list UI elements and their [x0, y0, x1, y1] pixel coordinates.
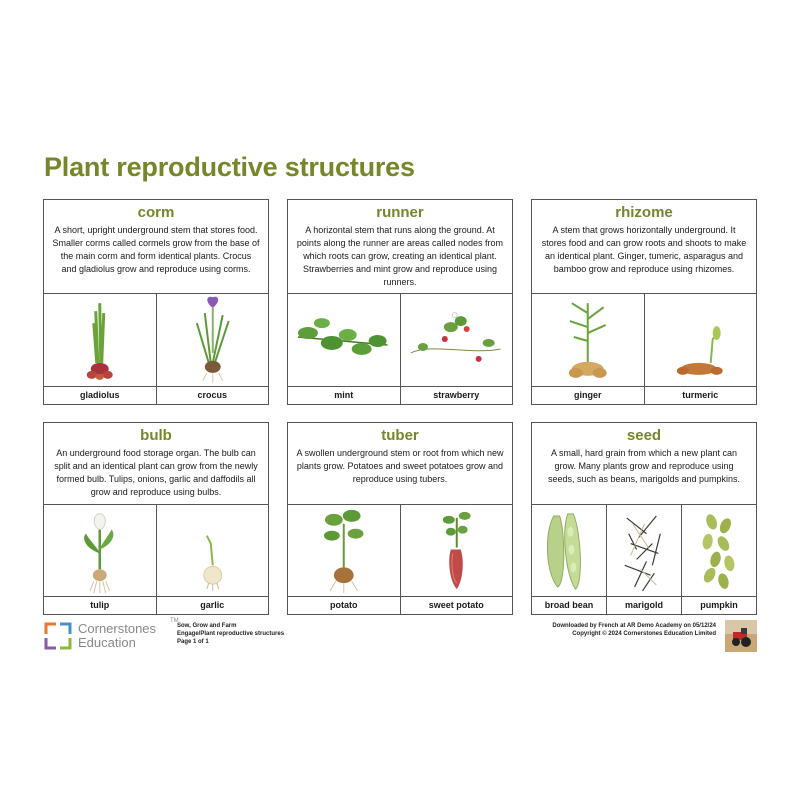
panel-label: gladiolus [44, 386, 156, 404]
card-title: rhizome [615, 204, 673, 221]
panel-label: ginger [532, 386, 644, 404]
sweet-potato-image [401, 504, 513, 597]
turmeric-image [645, 293, 757, 387]
cornerstones-logo-icon [44, 622, 72, 650]
card-description: A swollen underground stem or root from which new plants grow. Potatoes and sweet potatoes grow and reproduce using tubers. [296, 448, 504, 484]
card-description: A horizontal stem that runs along the ground. At points along the runner are areas called nodes from which roots can grow, creating an identical plant. Strawberries and mint grow and reproduce using runners. [296, 225, 504, 287]
panel-pumpkin [682, 504, 756, 614]
footer-page: Page 1 of 1 [177, 639, 209, 645]
panel-garlic [157, 504, 269, 614]
logo-text [78, 622, 156, 650]
mint-image [288, 293, 400, 387]
panel-mint [288, 293, 401, 404]
panel-label: broad bean [532, 596, 606, 614]
logo-trademark: TM [170, 618, 179, 624]
card-description: A small, hard grain from which a new plant can grow. Many plants grow and reproduce using seeds, such as beans, marigolds and pumpkins. [547, 448, 741, 484]
marigold-seeds-image [607, 504, 681, 597]
logo-line-2: Education [78, 635, 136, 650]
panel-broad-bean [532, 504, 607, 614]
footer-document-info [177, 622, 284, 646]
ginger-image [532, 293, 644, 387]
panel-ginger [532, 293, 645, 404]
page-title: Plant reproductive structures [44, 152, 415, 182]
panel-label: potato [288, 596, 400, 614]
panel-label: tulip [44, 596, 156, 614]
tractor-photo [725, 620, 757, 652]
card-description: An underground food storage organ. The bulb can split and an identical plant can grow from the newly formed bulb. Tulips, onions, garlic and daffodils all grow and reproduce using bulbs. [54, 448, 258, 497]
panel-gladiolus [44, 293, 157, 404]
card-title: bulb [140, 427, 172, 444]
card-title: tuber [381, 427, 419, 444]
card-title: runner [376, 204, 424, 221]
card-tuber [287, 422, 513, 615]
card-title: seed [626, 427, 662, 444]
pumpkin-seeds-image [682, 504, 756, 597]
panel-label: garlic [157, 596, 269, 614]
panel-strawberry [401, 293, 513, 404]
panel-label: pumpkin [682, 596, 756, 614]
card-seed [531, 422, 757, 615]
panel-crocus [157, 293, 269, 404]
footer-copyright: Copyright © 2024 Cornerstones Education Limited [572, 631, 716, 637]
strawberry-image [401, 293, 513, 387]
tulip-image [44, 504, 156, 597]
panel-tulip [44, 504, 157, 614]
card-bulb [43, 422, 269, 615]
panel-label: marigold [607, 596, 681, 614]
panel-label: crocus [157, 386, 269, 404]
broad-bean-image [532, 504, 606, 597]
card-description: A short, upright underground stem that stores food. Smaller corms called cormels grow from the base of the main corm and form identical plants. Crocus and gladiolus grow and reproduce using corms. [52, 225, 260, 274]
footer-download-info [552, 622, 716, 638]
footer-downloaded: Downloaded by French at AR Demo Academy on 05/12/24 [552, 623, 716, 629]
card-description: A stem that grows horizontally underground. It stores food and can grow roots and shoots to make an identical plant. Ginger, tumeric, asparagus and bamboo grow and reproduce using rhizomes. [541, 225, 747, 274]
panel-marigold [607, 504, 682, 614]
card-title: corm [137, 204, 175, 221]
panel-label: strawberry [401, 386, 513, 404]
card-runner [287, 199, 513, 405]
garlic-image [157, 504, 269, 597]
logo-line-1: Cornerstones [78, 621, 157, 636]
panel-sweet-potato [401, 504, 513, 614]
footer-course: Sow, Grow and Farm [177, 623, 237, 629]
footer-path: Engage/Plant reproductive structures [177, 631, 285, 637]
panel-label: sweet potato [401, 596, 513, 614]
card-rhizome [531, 199, 757, 405]
panel-potato [288, 504, 401, 614]
panel-label: turmeric [645, 386, 757, 404]
card-corm [43, 199, 269, 405]
potato-image [288, 504, 400, 597]
panel-turmeric [645, 293, 757, 404]
crocus-image [157, 293, 269, 387]
panel-label: mint [288, 386, 400, 404]
gladiolus-image [44, 293, 156, 387]
